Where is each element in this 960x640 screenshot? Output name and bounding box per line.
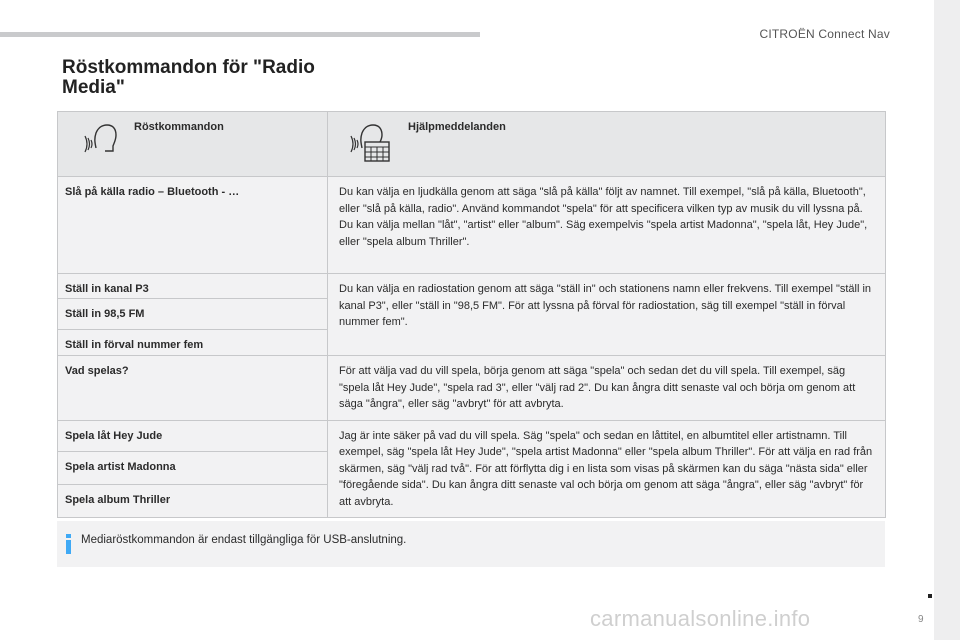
side-strip [934,0,960,640]
note-text: Mediaröstkommandon är endast tillgängliga för USB-anslutning. [81,534,407,546]
help-text: Du kan välja en ljudkälla genom att säga "slå på källa" följt av namnet. Till exempel, "slå på källa, Bluetooth", eller "slå på källa, radio". Använd kommandot "spela" för att specificera vilken typ av musik du vill lyssna på. Du kan välja mellan "låt", "artist" eller "album". Säg exempelvis "spela artist Madonna", "spela låt, Hey Jude", eller "spela album Thriller". [339,186,868,248]
help-text: Jag är inte säker på vad du vill spela. Säg "spela" och sedan en låttitel, en albumtitel eller artistnamn. Till exempel, säg "spela låt Hey Jude", "spela artist Madonna" eller "spela album Thriller". För att välja en rad från skärmen, säg "välj rad två". För att förflytta dig i en lista som visas på skärmen kan du säga "nästa sida" eller "föregående sida". Du kan ångra ditt senaste val och börja om genom att säga "ångra", eller säg "avbryt" för att avbryta. [339,429,873,508]
page-title: Röstkommandon för "Radio Media" [62,57,315,98]
watermark: carmanualsonline.info [590,606,811,631]
help-cell [328,274,886,356]
table-row [58,177,886,274]
voice-icon [82,118,122,164]
voice-keypad-icon [348,118,394,170]
page-marker [928,594,932,598]
header-help [328,112,886,177]
info-icon [64,534,74,559]
help-cell [328,177,886,274]
header-commands [58,112,328,177]
header-help-label: Hjälpmeddelanden [408,121,506,133]
command-text: Vad spelas? [65,365,129,377]
table-row [58,274,886,299]
command-text: Spela låt Hey Jude [65,429,163,442]
command-cell [58,356,328,421]
command-text: Spela artist Madonna [65,460,176,473]
command-cell [58,330,328,356]
command-cell [58,274,328,299]
table-row [58,356,886,421]
command-text: Ställ in förval nummer fem [65,339,204,351]
top-rule [0,32,480,37]
brand-header: CITROËN Connect Nav [759,27,890,41]
command-text: Ställ in kanal P3 [65,283,149,295]
command-text: Slå på källa radio – Bluetooth - … [65,186,240,198]
command-text: Spela album Thriller [65,494,171,507]
info-note [57,521,885,567]
help-text: Du kan välja en radiostation genom att säga "ställ in" och stationens namn eller frekvens. Till exempel "ställ in kanal P3", eller "ställ in "98,5 FM". För att lyssna på förval för radiostation, säg till exempel "ställ in förval nummer fem". [339,283,872,328]
help-cell [328,420,886,518]
command-cell [58,420,328,451]
command-cell [58,299,328,330]
help-text: För att välja vad du vill spela, börja genom att säga "spela" och sedan det du vill spela. Till exempel, säg "spela låt Hey Jude", "spela rad 3", eller "välj rad 2". Du kan ångra ditt senaste val och börja om genom att säga "ångra", eller säg "avbryt" för att avbryta. [339,365,856,410]
page-number: 9 [918,614,924,625]
command-text: Ställ in 98,5 FM [65,308,145,320]
table-header-row [58,112,886,177]
command-cell [58,451,328,485]
voice-command-table [57,111,886,518]
header-commands-label: Röstkommandon [134,121,224,133]
command-cell [58,177,328,274]
table-row [58,420,886,451]
command-cell [58,485,328,518]
help-cell [328,356,886,421]
